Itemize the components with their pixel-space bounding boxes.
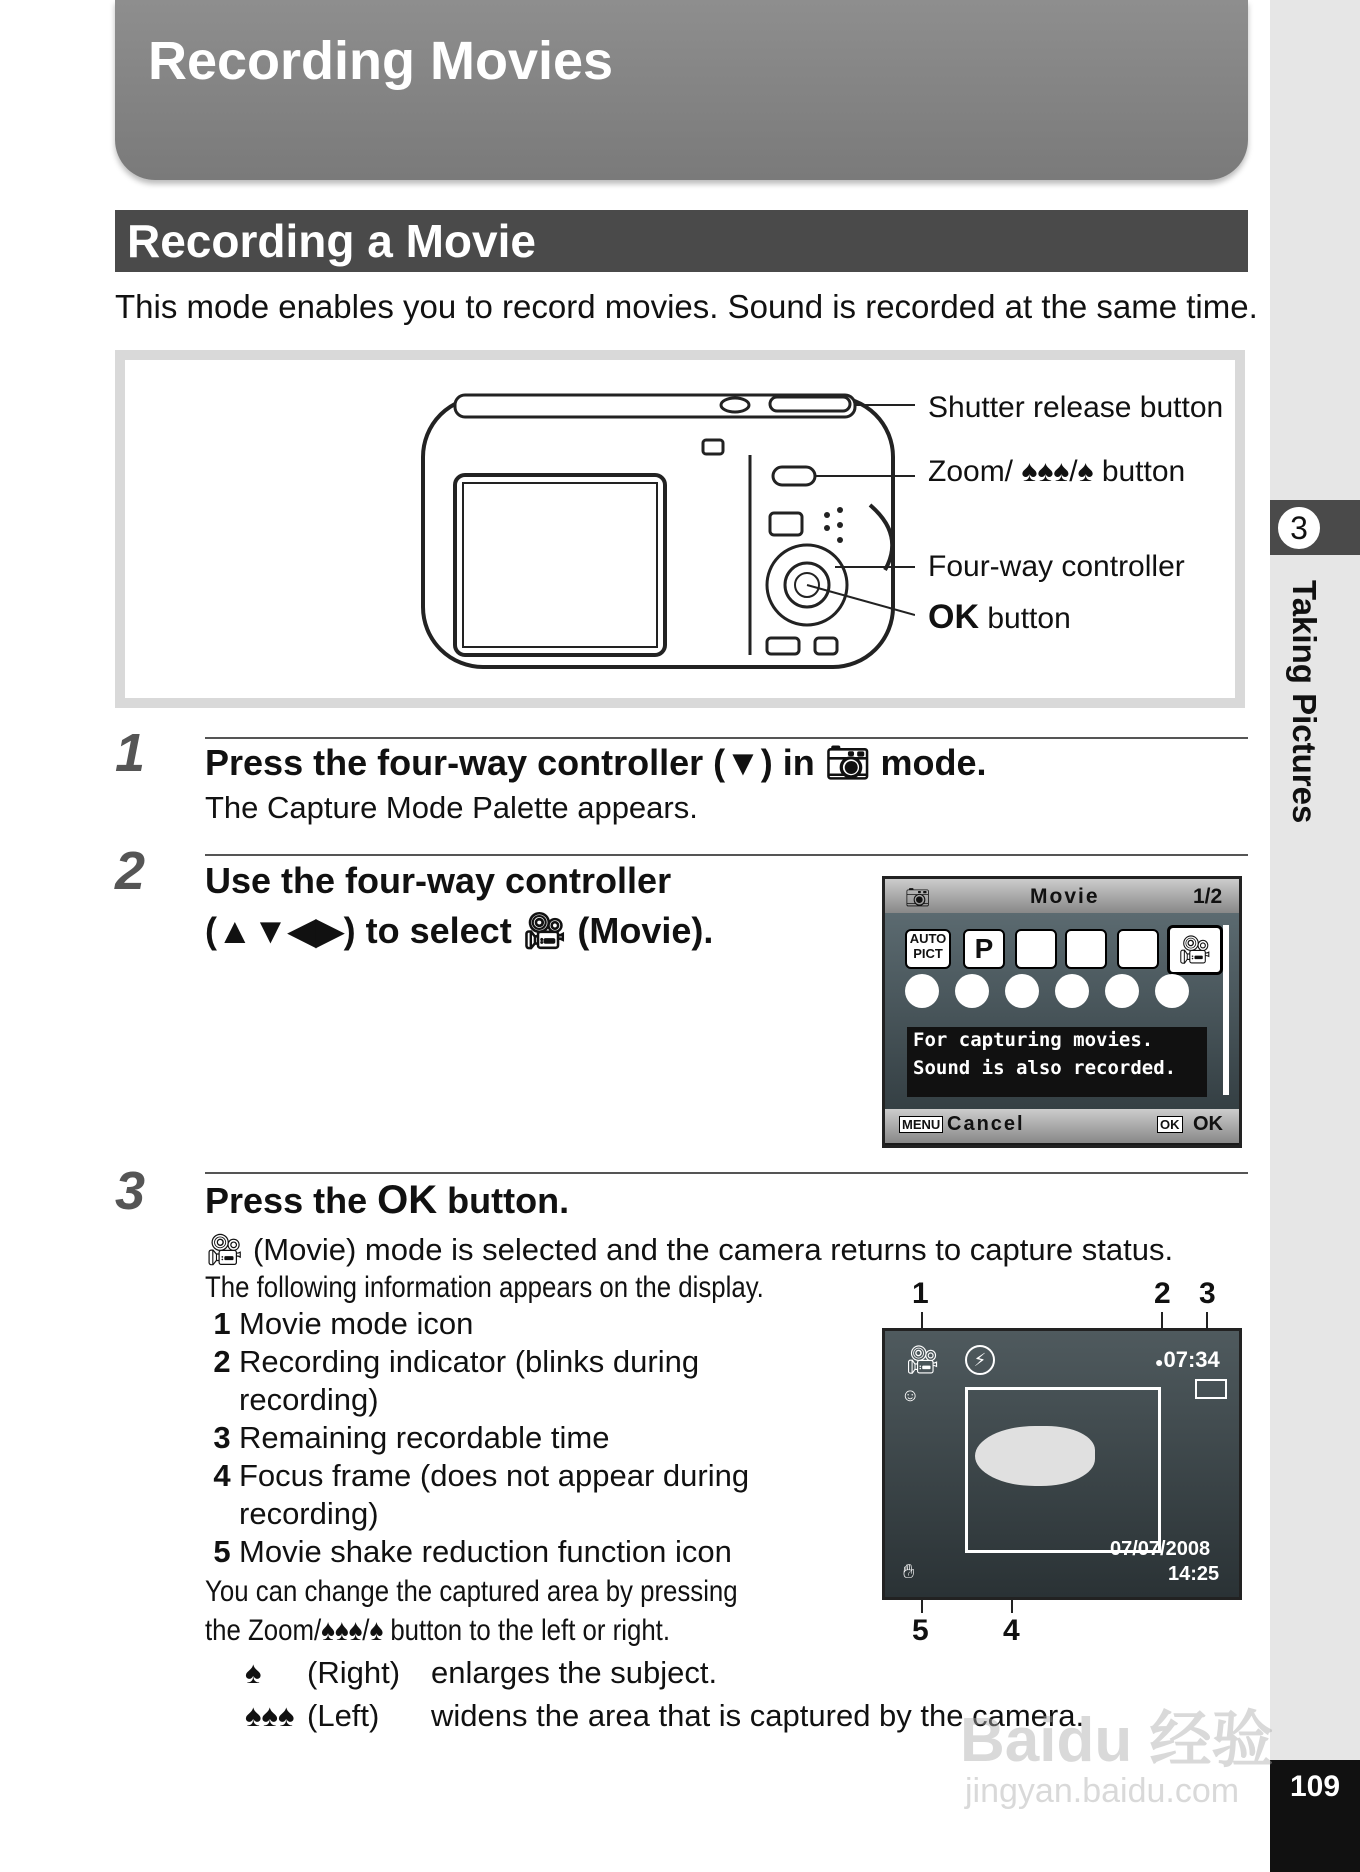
chapter-sidebar [1270,0,1360,1872]
mode-night-scene-icon[interactable] [1015,929,1057,969]
date-display: 07/07/2008 [1110,1538,1211,1560]
callout-label-3: 3 [1199,1277,1216,1310]
ok-symbol: OK [928,598,979,636]
wide-tele-icon: ♠♠♠/♠ [321,1614,384,1647]
palette-mode-row-2 [905,974,1225,1010]
palette-scrollbar[interactable] [1223,925,1229,1095]
mode-digital-sr-icon[interactable] [1155,974,1189,1008]
palette-page: 1/2 [1193,885,1223,908]
palette-message-line2: Sound is also recorded. [913,1057,1177,1079]
time-display: 14:25 [1168,1563,1220,1585]
page-number: 109 [1289,1770,1341,1803]
mode-auto-pict[interactable]: AUTO PICT [905,929,951,969]
step-3-body1 [205,1231,1173,1268]
ok-callout-suffix: button [987,602,1071,635]
step-3-title-a: Press the [205,1180,368,1221]
menu-key-icon: MENU [899,1116,943,1133]
ok-key-icon: OK [1157,1116,1183,1133]
step-1-number: 1 [115,723,146,783]
down-arrow-icon: ▼ [725,742,761,783]
step-2-title-line2 [205,910,713,952]
step-3-body3: You can change the captured area by pressing [205,1575,738,1608]
step-1-title-a: Press the four-way controller ( [205,742,726,783]
callout-label-2: 2 [1154,1277,1171,1310]
palette-ok-label[interactable]: OK [1193,1113,1223,1135]
mode-night-portrait-icon[interactable] [1065,929,1107,969]
step-3-body4-a: the Zoom/ [205,1614,322,1647]
step-3-ok-symbol: OK [377,1178,438,1222]
step-2-title-c: (Movie). [577,910,714,951]
zoom-row-right: ♠ (Right) enlarges the subject. [245,1655,718,1690]
list-item: 1 Movie mode icon [213,1306,474,1341]
callout-label-4: 4 [1003,1614,1020,1647]
wide-icon: ♠♠♠ [245,1698,295,1733]
step-3-body4-b: button to the left or right. [390,1614,671,1647]
watermark-url: jingyan.baidu.com [965,1772,1240,1810]
capture-mode-palette-screen [882,876,1242,1148]
face-detection-icon: ☺ [901,1385,920,1405]
step-1-rule [205,737,1248,739]
capture-status-screen [882,1328,1242,1600]
list-item: recording) [239,1382,379,1417]
mode-movie-selected-icon[interactable]: 🎥︎ [1167,925,1223,975]
list-item: recording) [239,1496,379,1531]
chapter-number: 3 [1276,505,1322,551]
section-title: Recording a Movie [127,215,536,267]
palette-camera-icon: 📷︎ [905,887,931,909]
mode-portrait-icon[interactable] [1117,929,1159,969]
step-2-title-line1: Use the four-way controller [205,860,672,901]
list-item: 4 Focus frame (does not appear during [213,1458,750,1493]
tele-icon: ♠ [245,1655,262,1690]
step-3-title [205,1178,569,1223]
camera-back-illustration [415,385,915,675]
wide-tele-icon: ♠♠♠/♠ [1021,455,1094,488]
intro-text: This mode enables you to record movies. Sound is recorded at the same time. [115,288,1258,325]
movie-mode-status-icon: 🎥︎ [905,1344,941,1375]
step-2-title-b: ) to select [343,910,512,951]
zoom-callout-prefix: Zoom/ [928,455,1014,488]
palette-message-line1: For capturing movies. [913,1029,1154,1051]
step-2-rule [205,854,1248,856]
step-3-number: 3 [115,1161,146,1221]
shutter-callout: Shutter release button [928,391,1224,424]
step-3-body4 [205,1614,670,1648]
mode-landscape-icon[interactable] [905,974,939,1008]
step-2-number: 2 [115,841,146,901]
step-3-title-b: button. [447,1180,570,1221]
page-title: Recording Movies [148,31,614,91]
camera-icon: 📷︎ [824,742,871,783]
watermark-logo: Baidu 经验 [960,1706,1274,1775]
step-1-body: The Capture Mode Palette appears. [205,790,698,825]
list-item: 2 Recording indicator (blinks during [213,1344,700,1379]
movie-mode-icon: 🎥︎ [205,1232,245,1267]
palette-title: Movie [1030,885,1100,908]
mode-natural-skin-icon[interactable] [1005,974,1039,1008]
step-1-title-c: mode. [880,742,987,783]
display-info-list [205,1306,749,1572]
mode-program[interactable]: P [963,929,1005,969]
mode-flower-icon[interactable] [955,974,989,1008]
zoom-callout-suffix: button [1101,455,1186,488]
ok-callout [928,598,1071,637]
four-way-arrows-icon: ▲▼◀▶ [217,910,344,951]
zoom-callout [928,455,1185,489]
callout-label-1: 1 [912,1277,929,1310]
remaining-time [1155,1347,1220,1373]
list-item: 3 Remaining recordable time [213,1420,610,1455]
step-3-body2: The following information appears on the display. [205,1271,764,1304]
mode-surf-snow-icon[interactable] [1055,974,1089,1008]
step-2-title-a: ( [205,910,217,951]
step-1-title-b: ) in [760,742,815,783]
mode-sport-icon[interactable] [1105,974,1139,1008]
flash-off-icon: ⚡︎ [965,1345,995,1375]
four-way-callout: Four-way controller [928,550,1185,583]
list-item: 5 Movie shake reduction function icon [213,1534,732,1569]
step-1-title [205,742,987,784]
step-3-rule [205,1172,1248,1174]
remaining-time-value: 07:34 [1163,1347,1220,1372]
recording-indicator-icon: ● [1155,1354,1164,1370]
zoom-row-left: ♠♠♠ (Left) widens the area that is captured by the camera. [245,1698,1085,1733]
movie-icon: 🎥︎ [521,910,568,951]
callout-label-5: 5 [912,1614,929,1647]
battery-icon [1195,1379,1227,1399]
step-3-body1-text: (Movie) mode is selected and the camera returns to capture status. [252,1232,1174,1267]
palette-cancel-label[interactable]: Cancel [947,1113,1025,1135]
dolphin-subject [975,1426,1095,1486]
chapter-label: Taking Pictures [1286,580,1323,824]
shake-reduction-icon: ✋︎ [903,1561,915,1583]
